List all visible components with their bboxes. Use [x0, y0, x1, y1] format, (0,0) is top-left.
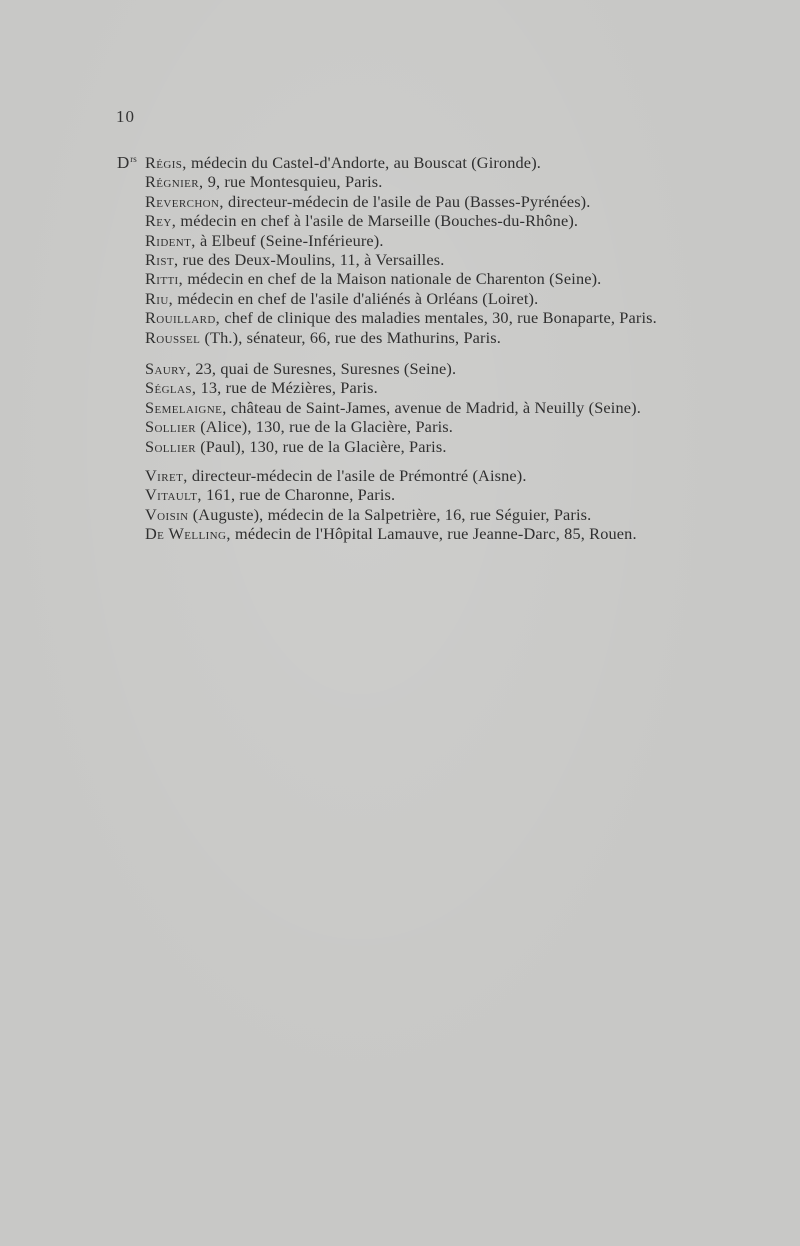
member-entry	[145, 417, 785, 436]
member-details: médecin en chef à l'asile de Marseille (Bouches-du-Rhône).	[176, 211, 579, 231]
member-entry	[145, 378, 785, 397]
member-entry	[145, 466, 785, 485]
member-entry	[145, 250, 785, 269]
member-entry	[145, 524, 785, 543]
member-details: (Th.), sénateur, 66, rue des Mathurins, Paris.	[200, 327, 501, 347]
member-details: 161, rue de Charonne, Paris.	[201, 485, 396, 505]
member-details: 9, rue Montesquieu, Paris.	[203, 172, 383, 192]
member-details: médecin en chef de la Maison nationale de Charenton (Seine).	[183, 269, 602, 289]
member-entry	[145, 231, 785, 250]
page-number: 10	[116, 107, 135, 126]
doctors-prefix-superscript: rs	[130, 154, 137, 164]
member-name: Rey,	[145, 211, 177, 231]
member-details: à Elbeuf (Seine-Inférieure).	[195, 230, 384, 250]
member-entry	[145, 153, 785, 172]
member-details: château de Saint-James, avenue de Madrid, à Neuilly (Seine).	[226, 397, 641, 417]
member-details: (Auguste), médecin de la Salpetrière, 16, rue Séguier, Paris.	[188, 504, 592, 524]
member-name: Régnier,	[145, 172, 204, 192]
member-details: directeur-médecin de l'asile de Prémontré (Aisne).	[187, 466, 527, 485]
member-name: Sollier	[145, 436, 196, 456]
member-name: Riu,	[145, 288, 174, 308]
member-entry	[145, 289, 785, 308]
member-entry	[145, 505, 785, 524]
member-name: Saury,	[145, 359, 192, 378]
member-name: Ritti,	[145, 269, 184, 289]
member-details: chef de clinique des maladies mentales, 30, rue Bonaparte, Paris.	[220, 308, 657, 328]
member-details: 13, rue de Mézières, Paris.	[196, 378, 378, 398]
member-name: Semelaigne,	[145, 397, 227, 417]
member-entry	[145, 192, 785, 211]
member-name: Reverchon,	[145, 191, 224, 211]
member-name: Séglas,	[145, 378, 197, 398]
member-details: (Alice), 130, rue de la Glacière, Paris.	[195, 417, 454, 437]
member-group-v	[145, 466, 785, 544]
doctors-prefix	[117, 153, 137, 173]
member-entry	[145, 328, 785, 347]
member-name: Sollier	[145, 417, 196, 437]
member-name: De Welling,	[145, 524, 231, 544]
member-entry	[145, 269, 785, 288]
member-details: 23, quai de Suresnes, Suresnes (Seine).	[191, 359, 457, 378]
member-entry	[145, 485, 785, 504]
member-name: Voisin	[145, 504, 189, 524]
member-entry	[145, 308, 785, 327]
member-details: directeur-médecin de l'asile de Pau (Basses-Pyrénées).	[223, 191, 591, 211]
member-entry	[145, 437, 785, 456]
doctors-prefix-letter: D	[117, 153, 130, 172]
member-name: Roussel	[145, 327, 201, 347]
member-entry	[145, 398, 785, 417]
member-group-s	[145, 359, 785, 456]
member-entry	[145, 359, 785, 378]
member-entry	[145, 172, 785, 191]
member-name: Rident,	[145, 230, 196, 250]
member-details: médecin du Castel-d'Andorte, au Bouscat (Gironde).	[186, 153, 541, 172]
member-name: Rist,	[145, 249, 179, 269]
member-details: médecin en chef de l'asile d'aliénés à Orléans (Loiret).	[173, 288, 539, 308]
member-details: (Paul), 130, rue de la Glacière, Paris.	[195, 436, 447, 456]
member-details: rue des Deux-Moulins, 11, à Versailles.	[178, 249, 445, 269]
member-group-r	[145, 153, 785, 347]
member-details: médecin de l'Hôpital Lamauve, rue Jeanne-Darc, 85, Rouen.	[230, 524, 637, 544]
member-name: Viret,	[145, 466, 188, 485]
member-name: Régis,	[145, 153, 187, 172]
member-entry	[145, 211, 785, 230]
member-name: Vitault,	[145, 485, 202, 505]
member-name: Rouillard,	[145, 308, 221, 328]
